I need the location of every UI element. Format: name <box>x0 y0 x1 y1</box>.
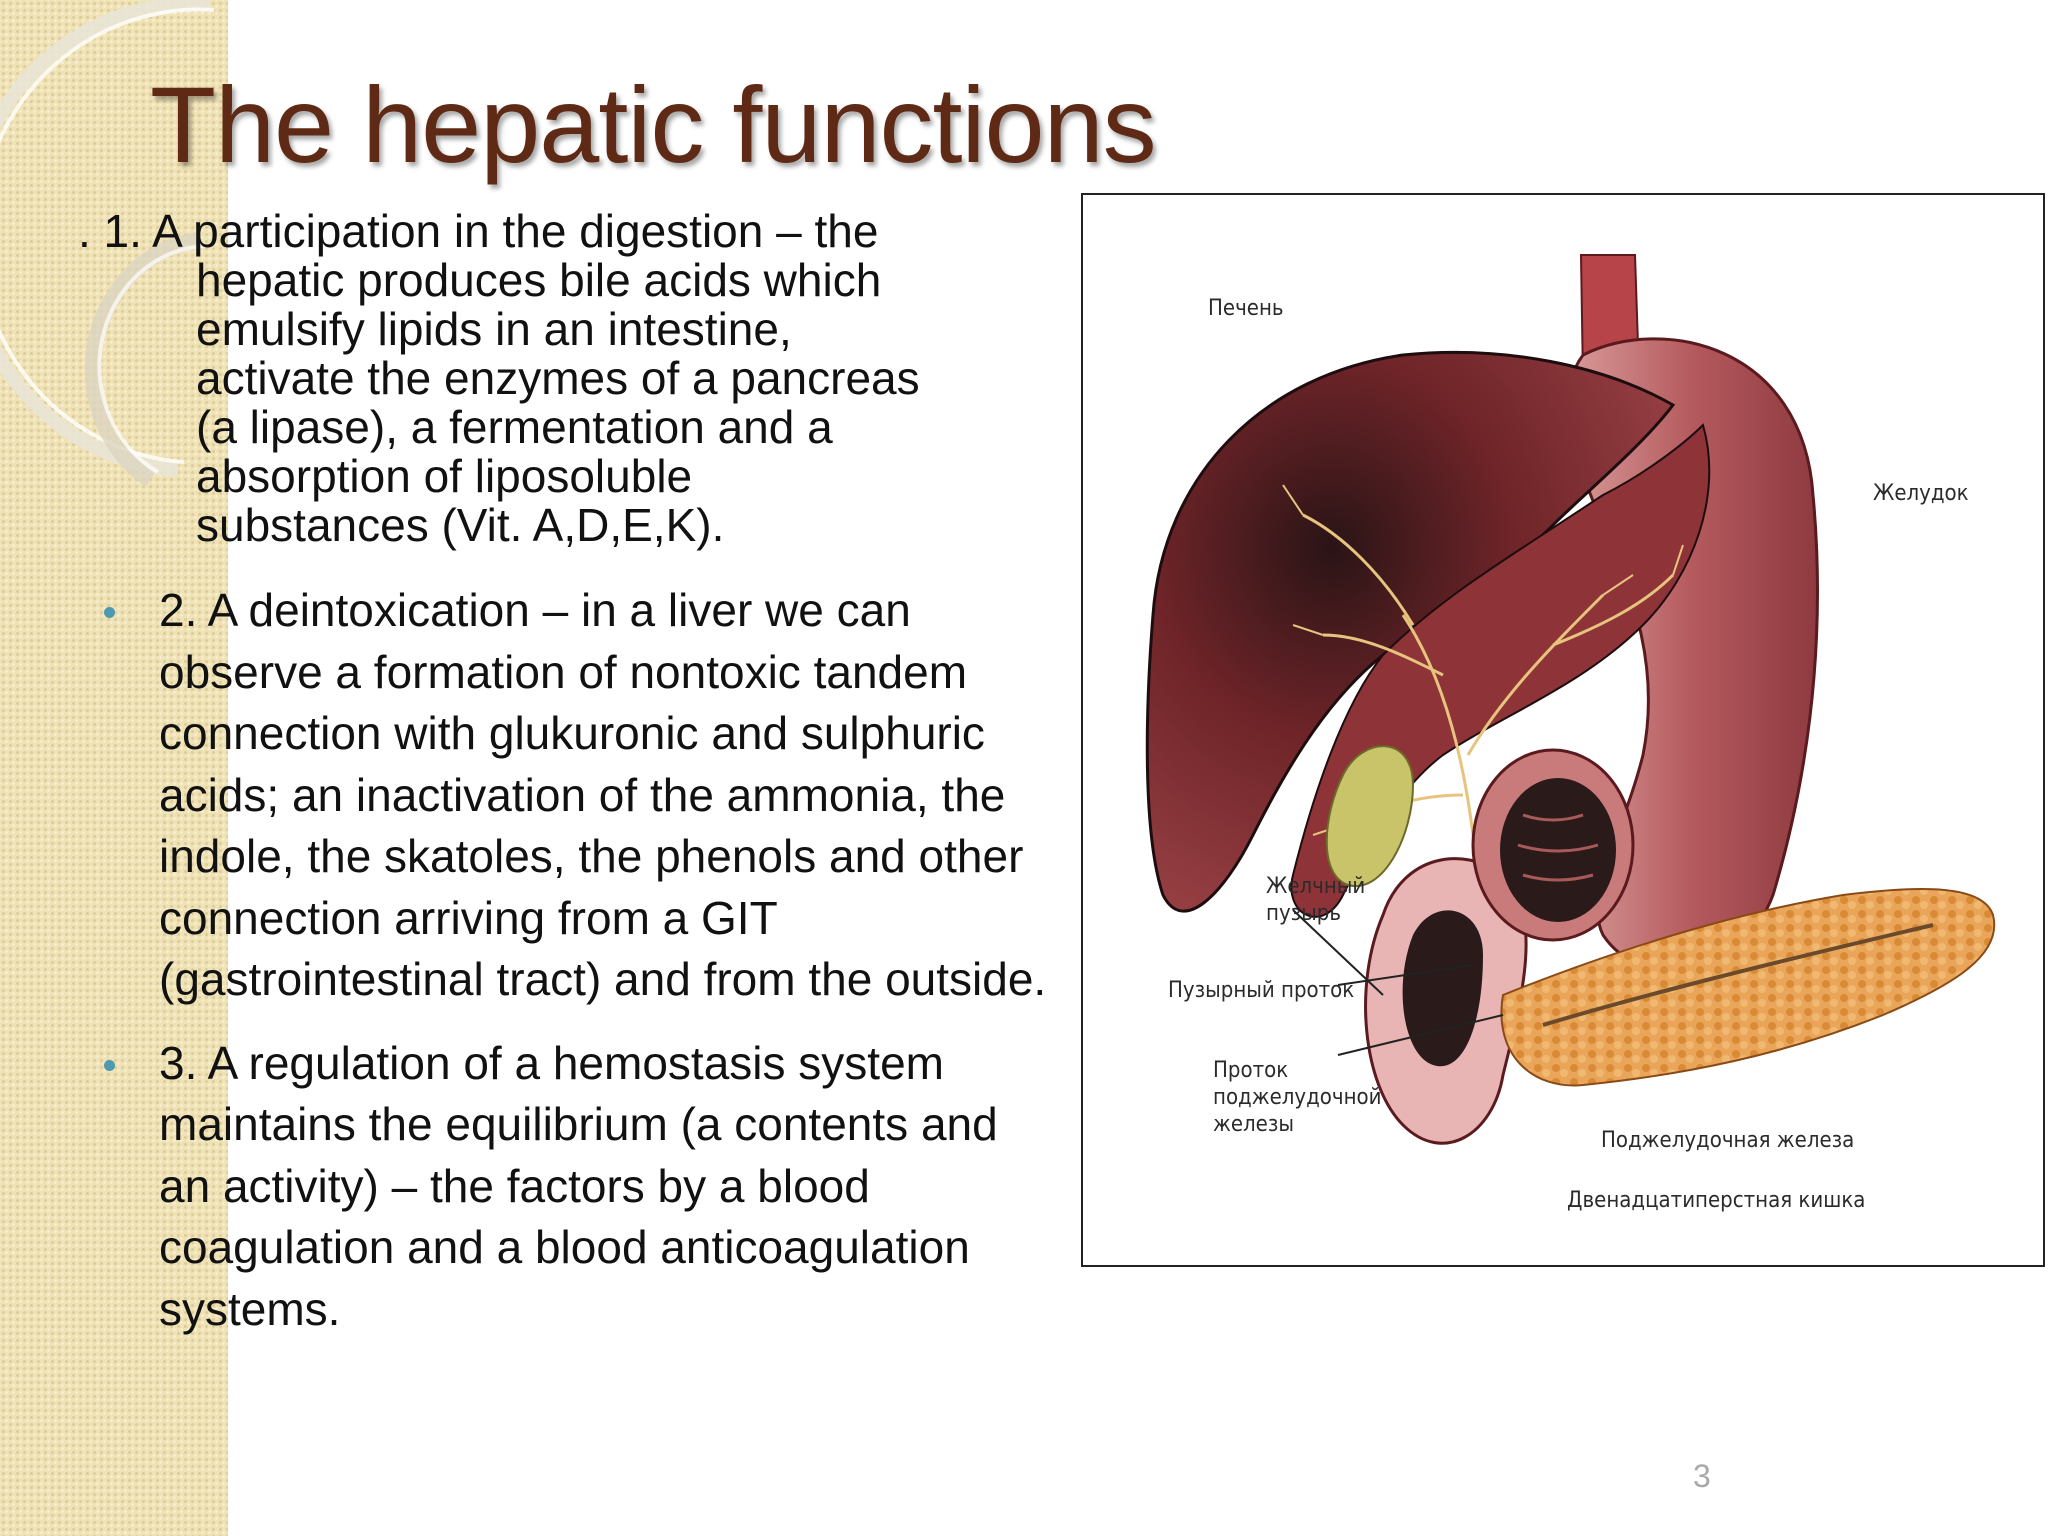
bullet-text: 2. A deintoxication – in a liver we can observe a formation of nontoxic tandem connection with glukuronic and sulphuric acids; an inactivation of the ammonia, the indole, the skatoles, the phenols and other connection arriving from a GIT (gastrointestinal tract) and from the outside. <box>159 584 1047 1005</box>
point-1-text <box>78 207 1038 550</box>
point-1-line: activate the enzymes of a pancreas <box>196 352 920 404</box>
point-1-line: hepatic produces bile acids which <box>196 254 882 306</box>
label-gallbladder: Желчный пузырь <box>1266 874 1366 926</box>
page-number: 3 <box>1693 1458 1711 1494</box>
bullet-text: 3. A regulation of a hemostasis system maintains the equilibrium (a contents and an activity) – the factors by a blood coagulation and a blood anticoagulation systems. <box>159 1036 998 1335</box>
point-1-lead: . 1. A participation in the digestion – the <box>78 205 879 257</box>
label-stomach: Желудок <box>1873 481 1969 506</box>
label-pancreatic-duct: Проток поджелудочной железы <box>1213 1058 1382 1137</box>
bullet-point-2 <box>96 580 1056 1011</box>
point-1-line: substances (Vit. A,D,E,K). <box>196 499 725 551</box>
point-1-line: absorption of liposoluble <box>196 450 693 502</box>
bullet-dot-icon <box>104 1060 115 1071</box>
bullet-dot-icon <box>104 607 115 618</box>
label-duodenum: Двенадцатиперстная кишка <box>1567 1188 1866 1213</box>
point-1-line: (a lipase), a fermentation and a <box>196 401 833 453</box>
digestive-organs-illustration <box>1081 193 2045 1267</box>
bullet-list <box>96 580 1056 1340</box>
point-1-line: emulsify lipids in an intestine, <box>196 303 792 355</box>
label-liver: Печень <box>1208 296 1284 321</box>
label-pancreas: Поджелудочная железа <box>1601 1128 1855 1153</box>
slide-title: The hepatic functions <box>150 64 1156 185</box>
bullet-point-3 <box>96 1033 1056 1341</box>
label-cystic-duct: Пузырный проток <box>1168 978 1355 1003</box>
